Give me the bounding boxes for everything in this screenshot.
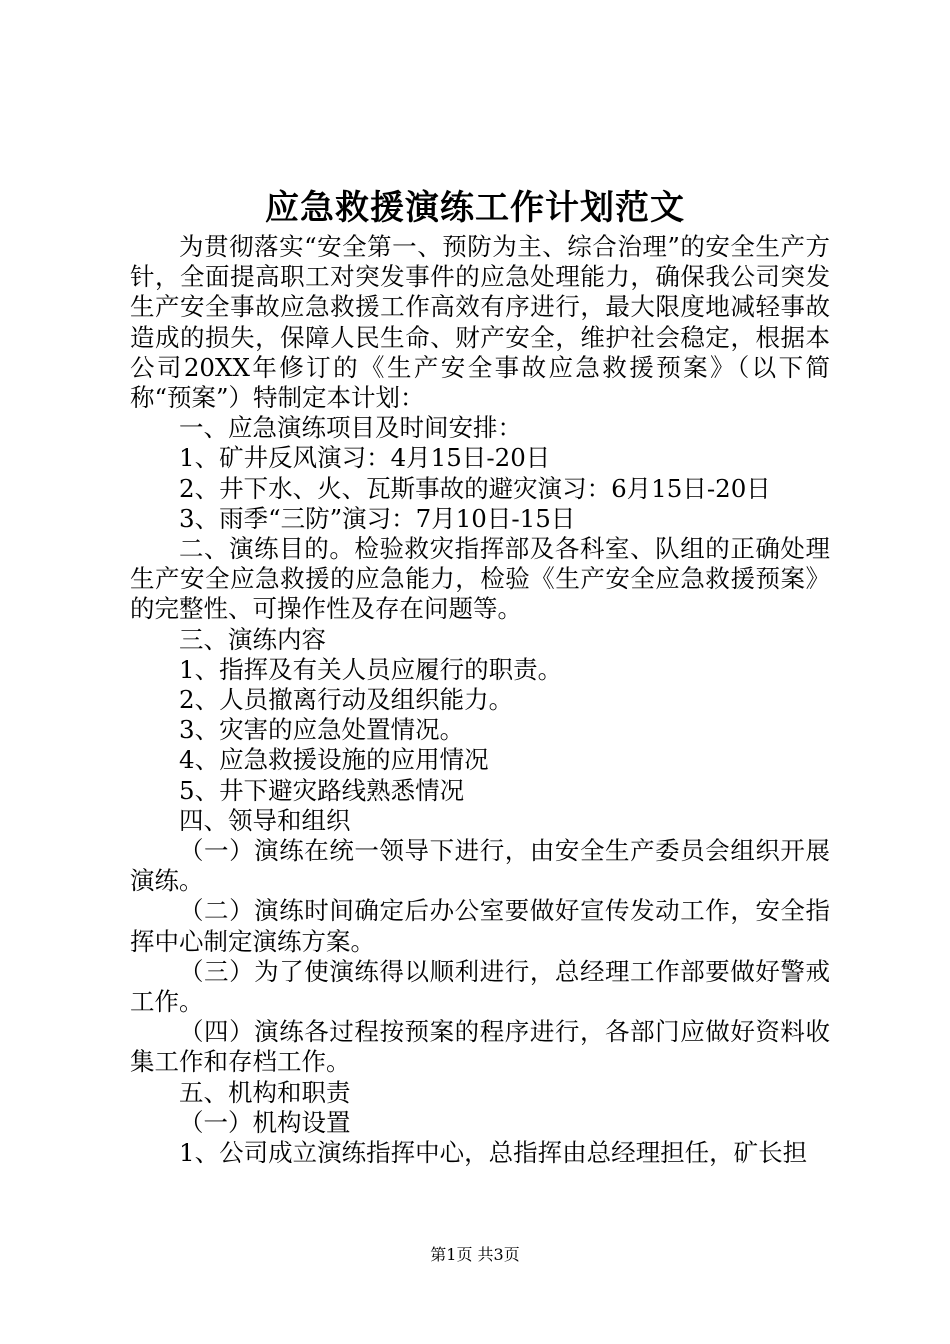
section-purpose-paragraph: 二、演练目的。检验救灾指挥部及各科室、队组的正确处理生产安全应急救援的应急能力，检验《生产安全应急救援预案》的完整性、可操作性及存在问题等。 — [130, 534, 830, 624]
section-heading-organization: 五、机构和职责 — [179, 1077, 351, 1107]
list-item: 2、井下水、火、瓦斯事故的避灾演习：6月15日-20日 — [179, 473, 771, 503]
section-heading-leadership: 四、领导和组织 — [179, 805, 351, 835]
subsection-heading: （一）机构设置 — [179, 1107, 351, 1137]
list-item: （三）为了使演练得以顺利进行，总经理工作部要做好警戒工作。 — [130, 956, 830, 1017]
page-number: 第1页 共3页 — [430, 1245, 520, 1264]
list-item: （二）演练时间确定后办公室要做好宣传发动工作，安全指挥中心制定演练方案。 — [130, 896, 830, 956]
document-body — [130, 232, 830, 1168]
document-title: 应急救援演练工作计划范文 — [265, 188, 685, 228]
list-item: 3、雨季“三防”演习：7月10日-15日 — [179, 503, 576, 533]
list-item: （四）演练各过程按预案的程序进行，各部门应做好资料收集工作和存档工作。 — [130, 1017, 830, 1077]
section-heading-content: 三、演练内容 — [179, 624, 326, 654]
list-item: 4、应急救援设施的应用情况 — [179, 745, 489, 775]
list-item: 2、人员撤离行动及组织能力。 — [179, 685, 514, 715]
list-item: 1、指挥及有关人员应履行的职责。 — [179, 654, 563, 684]
list-item: 1、公司成立演练指挥中心，总指挥由总经理担任，矿长担 — [179, 1138, 808, 1168]
list-item: 5、井下避灾路线熟悉情况 — [179, 775, 465, 805]
section-heading-schedule: 一、应急演练项目及时间安排： — [179, 413, 522, 443]
list-item: 3、灾害的应急处置情况。 — [179, 715, 465, 745]
list-item: （一）演练在统一领导下进行，由安全生产委员会组织开展演练。 — [130, 836, 830, 896]
intro-paragraph: 为贯彻落实“安全第一、预防为主、综合治理”的安全生产方针，全面提高职工对突发事件的应急处理能力，确保我公司突发生产安全事故应急救援工作高效有序进行，最大限度地减轻事故造成的损失，保障人民生命、财产安全，维护社会稳定，根据本公司20XX年修订的《生产安全事故应急救援预案》（以下简称“预案”）特制定本计划： — [130, 232, 830, 413]
list-item: 1、矿井反风演习：4月15日-20日 — [179, 443, 551, 473]
